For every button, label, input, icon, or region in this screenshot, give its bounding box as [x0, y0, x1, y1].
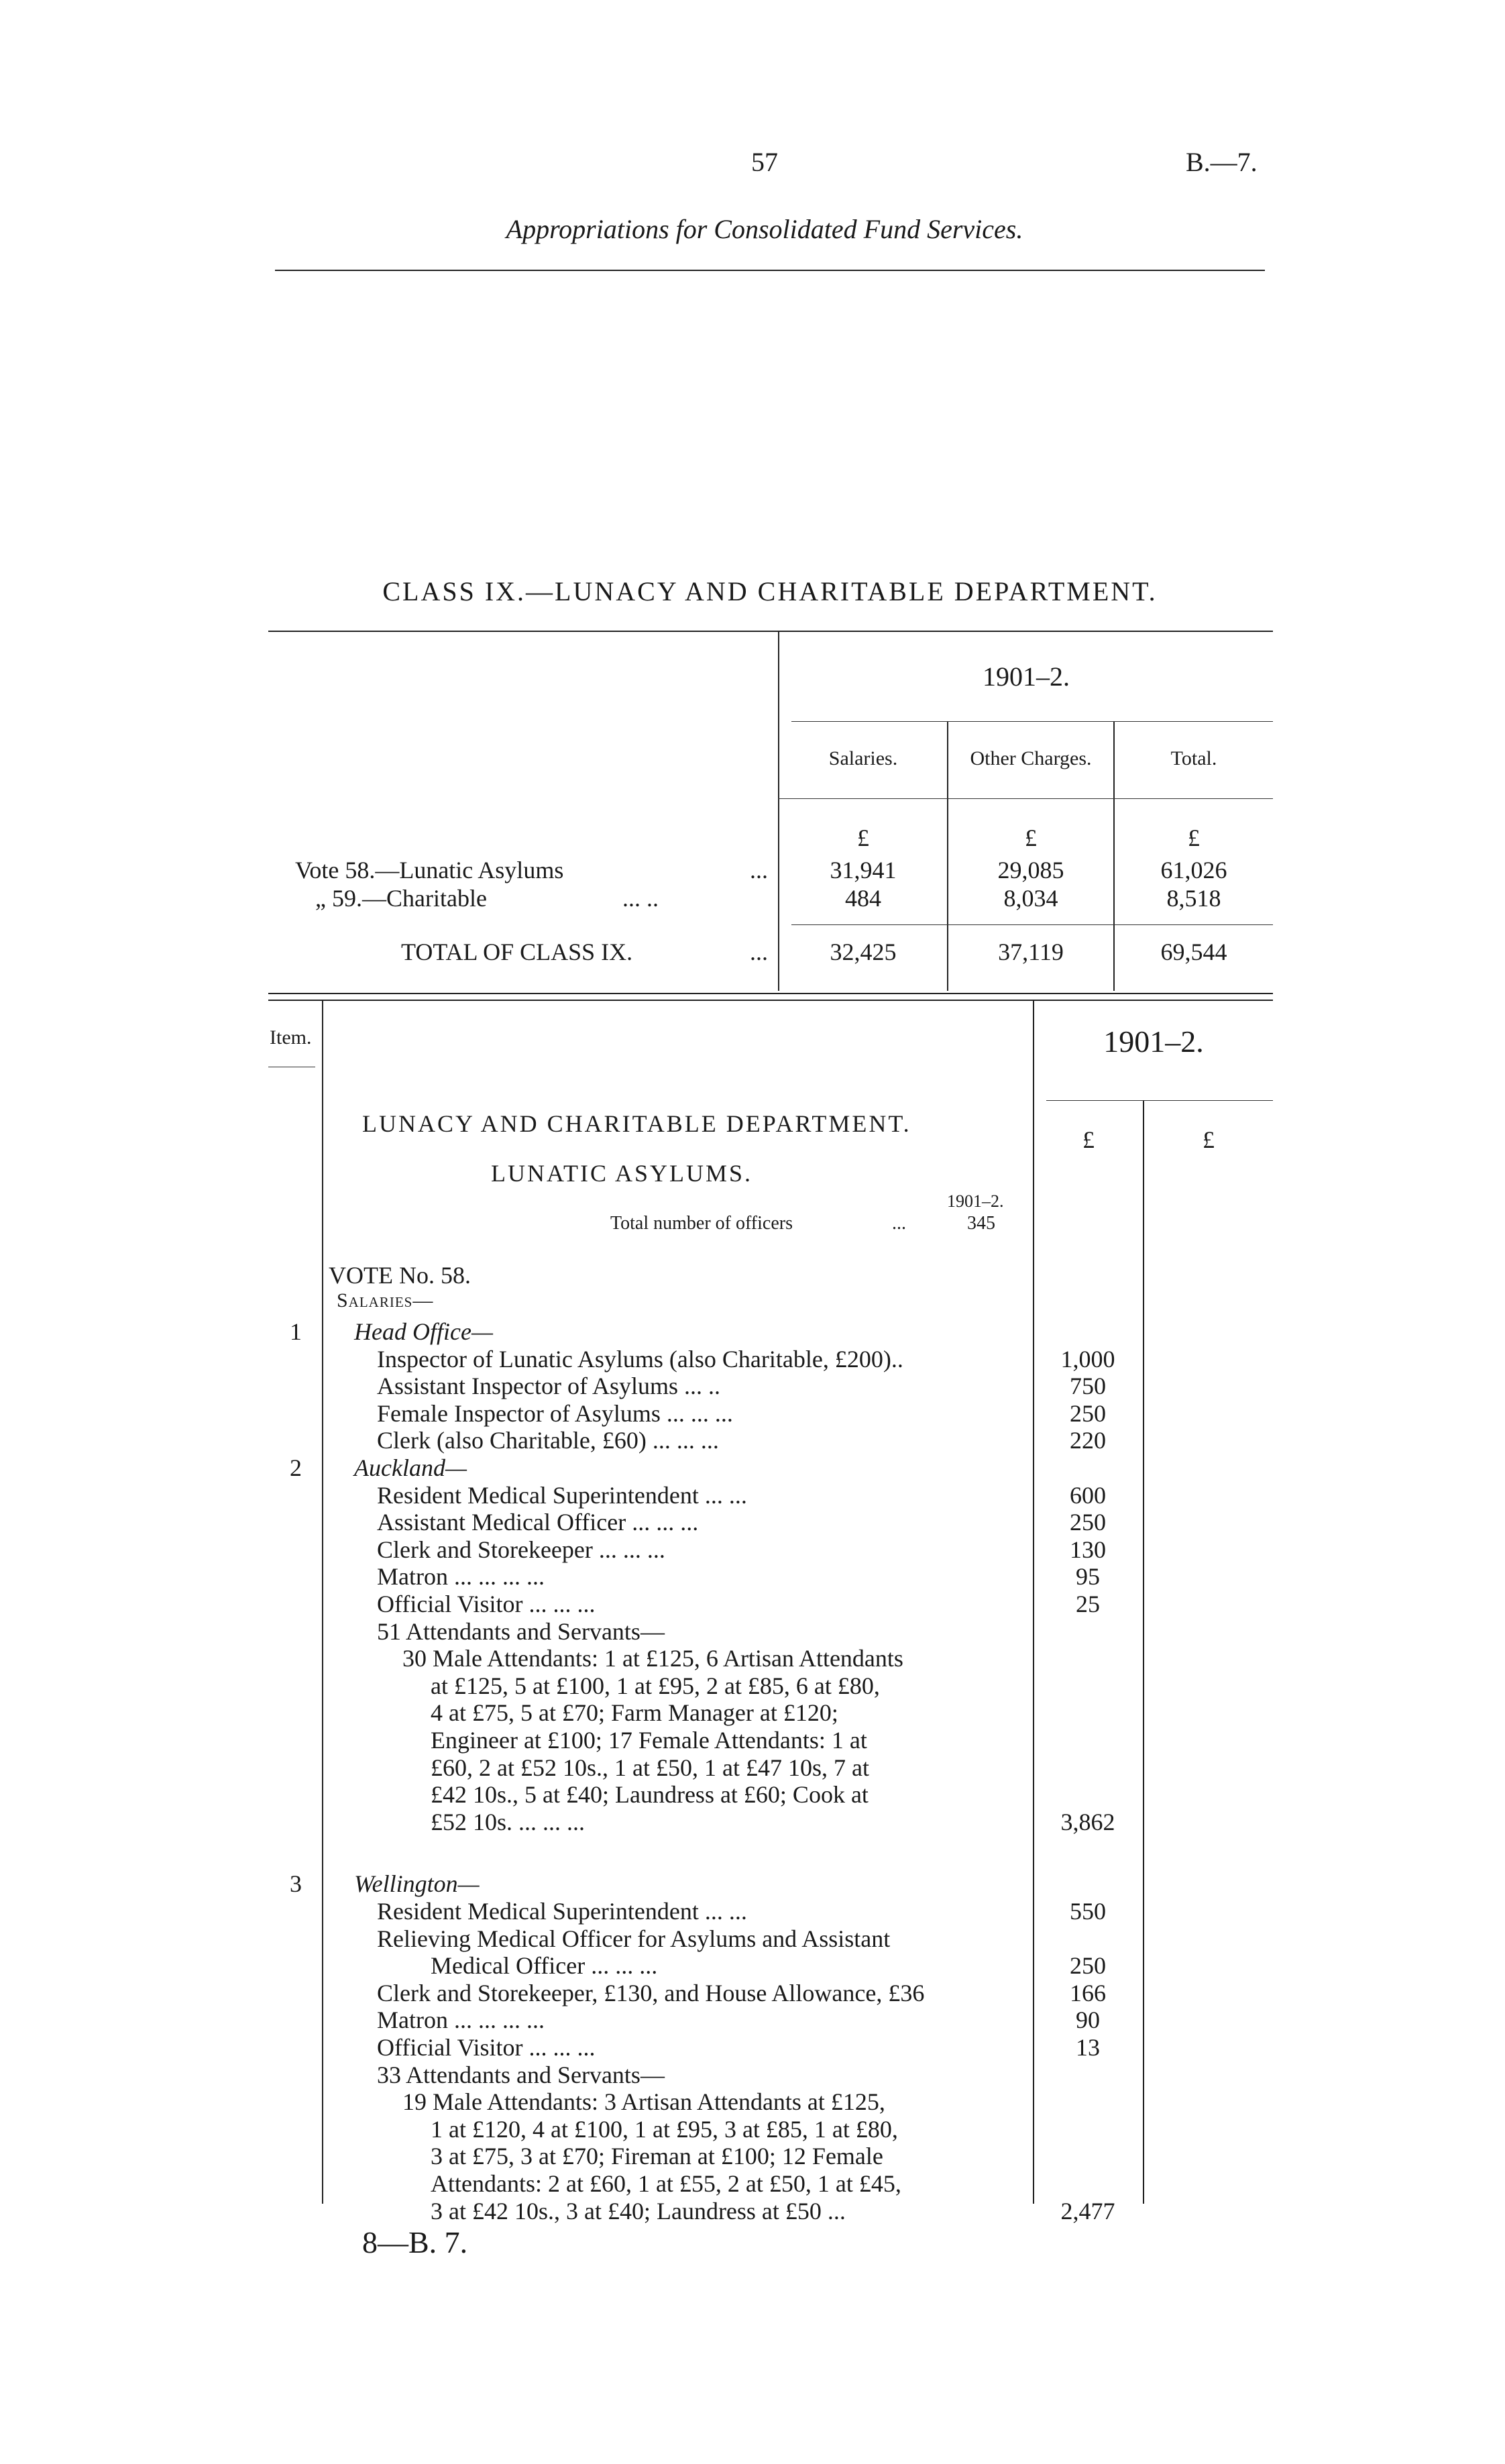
summary-total-dots: ... — [750, 939, 768, 965]
summary-col-other-charges: Other Charges. — [970, 747, 1092, 769]
line-item-text: Resident Medical Superintendent ... ... — [377, 1898, 747, 1925]
line-item-amount: 750 — [1070, 1373, 1106, 1400]
line-item-amount: 2,477 — [1060, 2197, 1115, 2225]
line-item-text: 4 at £75, 5 at £70; Farm Manager at £120; — [431, 1699, 838, 1727]
detail-currency-1: £ — [1082, 1126, 1095, 1153]
line-item-text: 3 at £75, 3 at £70; Fireman at £100; 12 Female — [431, 2143, 883, 2170]
line-item-amount: 1,000 — [1060, 1345, 1115, 1373]
line-item-text: Attendants: 2 at £60, 1 at £55, 2 at £50, 1 at £45, — [431, 2170, 901, 2197]
summary-currency-other: £ — [1025, 824, 1037, 851]
summary-row-total: 8,518 — [1166, 885, 1221, 912]
line-item-text: Official Visitor ... ... ... — [377, 1591, 596, 1617]
line-item-text: Assistant Medical Officer ... ... ... — [377, 1509, 699, 1536]
running-title: Appropriations for Consolidated Fund Services. — [506, 214, 1023, 244]
line-item-amount: 3,862 — [1060, 1808, 1115, 1835]
line-item-amount: 130 — [1070, 1536, 1106, 1563]
line-item-text: 19 Male Attendants: 3 Artisan Attendants at £125, — [402, 2088, 885, 2116]
summary-row-salaries: 31,941 — [830, 857, 897, 883]
line-item-amount: 90 — [1076, 2006, 1100, 2034]
summary-top-rule — [268, 631, 1273, 632]
line-item-amount: 550 — [1070, 1898, 1106, 1925]
officers-dots: ... — [892, 1213, 906, 1234]
line-item-amount: 220 — [1070, 1427, 1106, 1454]
summary-col-salaries: Salaries. — [828, 747, 898, 769]
page-number: 57 — [751, 147, 778, 177]
officers-label: Total number of officers — [610, 1213, 793, 1234]
line-item-amount: 25 — [1076, 1591, 1100, 1617]
line-item-text: Matron ... ... ... ... — [377, 1563, 545, 1591]
line-item-text: £42 10s., 5 at £40; Laundress at £60; Cook at — [431, 1781, 869, 1809]
line-item-text: Engineer at £100; 17 Female Attendants: 1 at — [431, 1727, 867, 1754]
summary-row-salaries: 484 — [845, 885, 881, 912]
double-rule-top — [268, 993, 1273, 994]
line-item-amount: 13 — [1076, 2034, 1100, 2061]
summary-row-label: „ 59.—Charitable — [315, 885, 487, 912]
line-item-text: Clerk (also Charitable, £60) ... ... ... — [377, 1427, 719, 1454]
line-item-text: Inspector of Lunatic Asylums (also Charitable, £200).. — [377, 1345, 903, 1373]
line-item-amount: 166 — [1070, 1979, 1106, 2006]
line-item-amount: 95 — [1076, 1563, 1100, 1591]
header-rule — [275, 270, 1265, 271]
summary-row-dots: ... .. — [622, 885, 659, 912]
asylum-heading: Auckland— — [354, 1454, 467, 1481]
line-item-text: £52 10s. ... ... ... — [431, 1808, 586, 1835]
asylum-heading: Head Office— — [354, 1318, 493, 1345]
document-code: B.—7. — [1186, 147, 1258, 177]
summary-currency-salaries: £ — [857, 824, 869, 851]
line-item-text: 1 at £120, 4 at £100, 1 at £95, 3 at £85, 1 at £80, — [431, 2115, 898, 2143]
detail-currency-2: £ — [1203, 1126, 1215, 1153]
officers-year: 1901–2. — [947, 1191, 1004, 1211]
summary-row-total: 61,026 — [1160, 857, 1227, 883]
line-item-text: Official Visitor ... ... ... — [377, 2034, 596, 2061]
line-item-text: Clerk and Storekeeper ... ... ... — [377, 1536, 665, 1563]
summary-row-other: 29,085 — [997, 857, 1064, 883]
line-item-text: Resident Medical Superintendent ... ... — [377, 1481, 747, 1509]
line-item-amount: 250 — [1070, 1509, 1106, 1536]
summary-row-other: 8,034 — [1003, 885, 1058, 912]
line-item-text: Relieving Medical Officer for Asylums and Assistant — [377, 1925, 891, 1952]
summary-currency-total: £ — [1188, 824, 1200, 851]
officers-count: 345 — [967, 1213, 995, 1234]
department-title: LUNACY AND CHARITABLE DEPARTMENT. — [362, 1110, 911, 1137]
double-rule-bottom — [268, 1000, 1273, 1001]
line-item-text: Female Inspector of Asylums ... ... ... — [377, 1399, 733, 1427]
summary-total-salaries: 32,425 — [830, 939, 897, 965]
line-item-text: at £125, 5 at £100, 1 at £95, 2 at £85, 6 at £80, — [431, 1672, 880, 1699]
asylum-heading: Wellington— — [354, 1870, 480, 1898]
detail-year: 1901–2. — [1103, 1024, 1204, 1059]
summary-col-total: Total. — [1170, 747, 1217, 769]
line-item-text: Assistant Inspector of Asylums ... .. — [377, 1373, 720, 1400]
line-item-amount: 250 — [1070, 1952, 1106, 1980]
summary-total-total: 69,544 — [1160, 939, 1227, 965]
item-number: 2 — [290, 1454, 302, 1481]
item-column-header: Item. — [270, 1026, 312, 1049]
summary-total-other: 37,119 — [998, 939, 1064, 965]
line-item-text: 30 Male Attendants: 1 at £125, 6 Artisan Attendants — [402, 1645, 903, 1672]
line-item-amount: 250 — [1070, 1399, 1106, 1427]
item-number: 1 — [290, 1318, 302, 1345]
line-item-text: 3 at £42 10s., 3 at £40; Laundress at £50 ... — [431, 2197, 846, 2225]
line-item-text: 51 Attendants and Servants— — [377, 1617, 665, 1645]
class-title: CLASS IX.—LUNACY AND CHARITABLE DEPARTMENT. — [382, 576, 1158, 606]
summary-row-label: Vote 58.—Lunatic Asylums — [295, 857, 564, 883]
summary-year: 1901–2. — [983, 661, 1070, 692]
line-item-text: 33 Attendants and Servants— — [377, 2061, 665, 2088]
item-number: 3 — [290, 1870, 302, 1898]
section-title: LUNATIC ASYLUMS. — [491, 1160, 753, 1187]
line-item-text: Clerk and Storekeeper, £130, and House Allowance, £36 — [377, 1979, 925, 2006]
summary-total-label: TOTAL OF CLASS IX. — [401, 939, 633, 965]
line-item-text: Medical Officer ... ... ... — [431, 1952, 658, 1980]
summary-row-dots: ... — [750, 857, 768, 883]
line-item-text: £60, 2 at £52 10s., 1 at £50, 1 at £47 10s, 7 at — [431, 1754, 869, 1781]
salaries-label: Salaries— — [337, 1289, 434, 1311]
vote-number: VOTE No. 58. — [329, 1262, 471, 1289]
footer-signature: 8—B. 7. — [362, 2225, 468, 2259]
line-item-text: Matron ... ... ... ... — [377, 2006, 545, 2034]
line-item-amount: 600 — [1070, 1481, 1106, 1509]
